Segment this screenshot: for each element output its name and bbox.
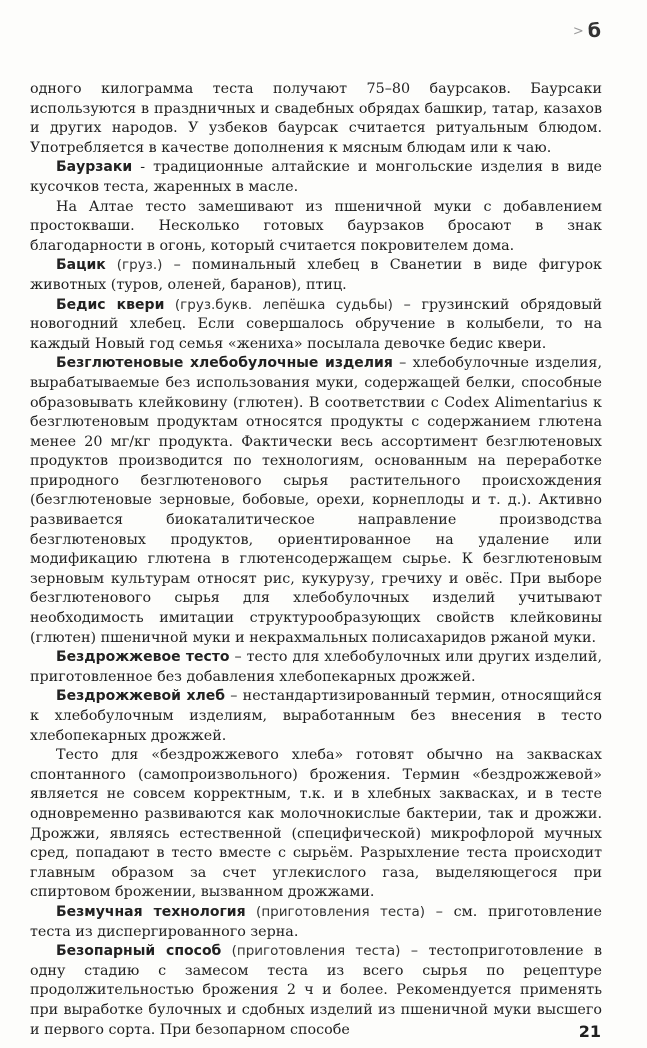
entry-bedis-kveri — [30, 296, 602, 355]
page-number: 21 — [578, 1022, 601, 1041]
paragraph-bawrsak-continued: одного килограмма теста получают 75–80 баурсаков. Баурсаки используются в праздничных и свадебных обрядах башкир, татар, казахов и других народов. У узбеков баурсак считается ритуальным блюдом. Употребляется в качестве дополнения к мясным блюдам или к чаю. — [30, 81, 602, 156]
entry-definition: – тесто для хлебобулочных или других изделий, приготовленное без добавления хлебопекарных дрожжей. — [30, 649, 603, 685]
term-gloss: (груз.) — [105, 257, 163, 274]
entry-straight-dough-method — [30, 942, 602, 1040]
term-heading: Бездрожжевое тесто — [56, 649, 230, 666]
term-heading: Безмучная технология — [56, 903, 246, 920]
chevron-right-icon: > — [572, 24, 584, 39]
entry-definition: – грузинский обрядовый новогодний хлебец. Если совершалось обручение в колыбели, то на каждый Новый год семья «жениха» посылала девочке бедис квери. — [30, 296, 602, 352]
entry-yeast-free-bread — [30, 687, 602, 746]
entry-yeast-free-dough — [30, 648, 602, 687]
term-heading: Безопарный способ — [56, 943, 222, 960]
term-heading: Бездрожжевой хлеб — [56, 688, 226, 705]
entry-definition: - традиционные алтайские и монгольские изделия в виде кусочков теста, жаренных в масле. — [30, 159, 602, 195]
term-gloss: (приготовления теста) — [221, 943, 401, 960]
entry-flourless-technology — [30, 903, 602, 942]
entry-definition: – поминальный хлебец в Сванетии в виде фигурок животных (туров, оленей, баранов), птиц. — [30, 257, 602, 293]
entry-batsik — [30, 256, 602, 295]
paragraph-sourdough: Тесто для «бездрожжевого хлеба» готовят обычно на заквасках спонтанного (самопроизвольного) брожения. Термин «бездрожжевой» является не совсем корректным, т.к. и в хлебных заквасках, и в тесте одновременно развиваются как молочнокислые бактерии, так и дрожжи. Дрожжи, являясь естественной (специфической) микрофлорой мучных сред, попадают в тесто вместе с сырьём. Разрыхление теста происходит главным образом за счет углекислого газа, выделяющегося при спиртовом брожении, вызванном дрожжами. — [30, 747, 602, 901]
term-heading: Безглютеновые хлебобулочные изделия — [56, 355, 393, 372]
section-letter: б — [587, 20, 601, 42]
term-gloss: (приготовления теста) — [245, 903, 426, 920]
entry-definition: – нестандартизированный термин, относящийся к хлебобулочным изделиям, выработанным без внесения в тесто хлебопекарных дрожжей. — [30, 688, 602, 744]
page-body — [30, 80, 602, 1040]
entry-definition: – хлебобулочные изделия, вырабатываемые без использования муки, содержащей белки, способные образовывать клейковину (глютен). В соответствии с Codex Alimentarius к безглютеновым продуктам относятся продукты с содержанием глютена менее 20 мг/кг продукта. Фактически весь ассортимент безглютеновых продуктов производится по технологиям, основанным на переработке природного безглютенового сырья растительного происхождения (безглютеновые зерновые, бобовые, орехи, корнеплоды и т. д.). Активно развивается биокаталитическое направление производства безглютеновых продуктов, ориентированное на удаление или модификацию глютена в глютенсодержащем сырье. К безглютеновым зерновым культурам относят рис, кукурузу, гречиху и овёс. При выборе безглютенового сырья для хлебобулочных изделий учитывают необходимость имитации структурообразующих свойств клейковины (глютен) пшеничной муки и некрахмальных полисахаридов ржаной муки. — [30, 355, 603, 646]
term-heading: Баурзаки — [56, 159, 133, 176]
section-letter-marker — [573, 20, 601, 42]
entry-definition: – см. приготовление теста из диспергированного зерна. — [30, 903, 603, 940]
term-gloss: (груз.букв. лепёшка судьбы) — [164, 296, 393, 313]
term-heading: Бедис квери — [56, 296, 165, 313]
entry-gluten-free — [30, 354, 602, 648]
entry-definition: – тестоприготовление в одну стадию с замесом теста из всего сырья по рецептуре продолжительностью брожения 2 ч и более. Рекомендуется применять при выработке булочных и сдобных изделий из пшеничной муки высшего и первого сорта. При безопарном способе — [30, 943, 602, 1038]
term-heading: Бацик — [56, 257, 106, 274]
paragraph-altai: На Алтае тесто замешивают из пшеничной муки с добавлением простокваши. Несколько готовых баурзаков бросают в знак благодарности в огонь, который считается покровителем дома. — [30, 198, 602, 254]
entry-baurzaki — [30, 158, 602, 197]
